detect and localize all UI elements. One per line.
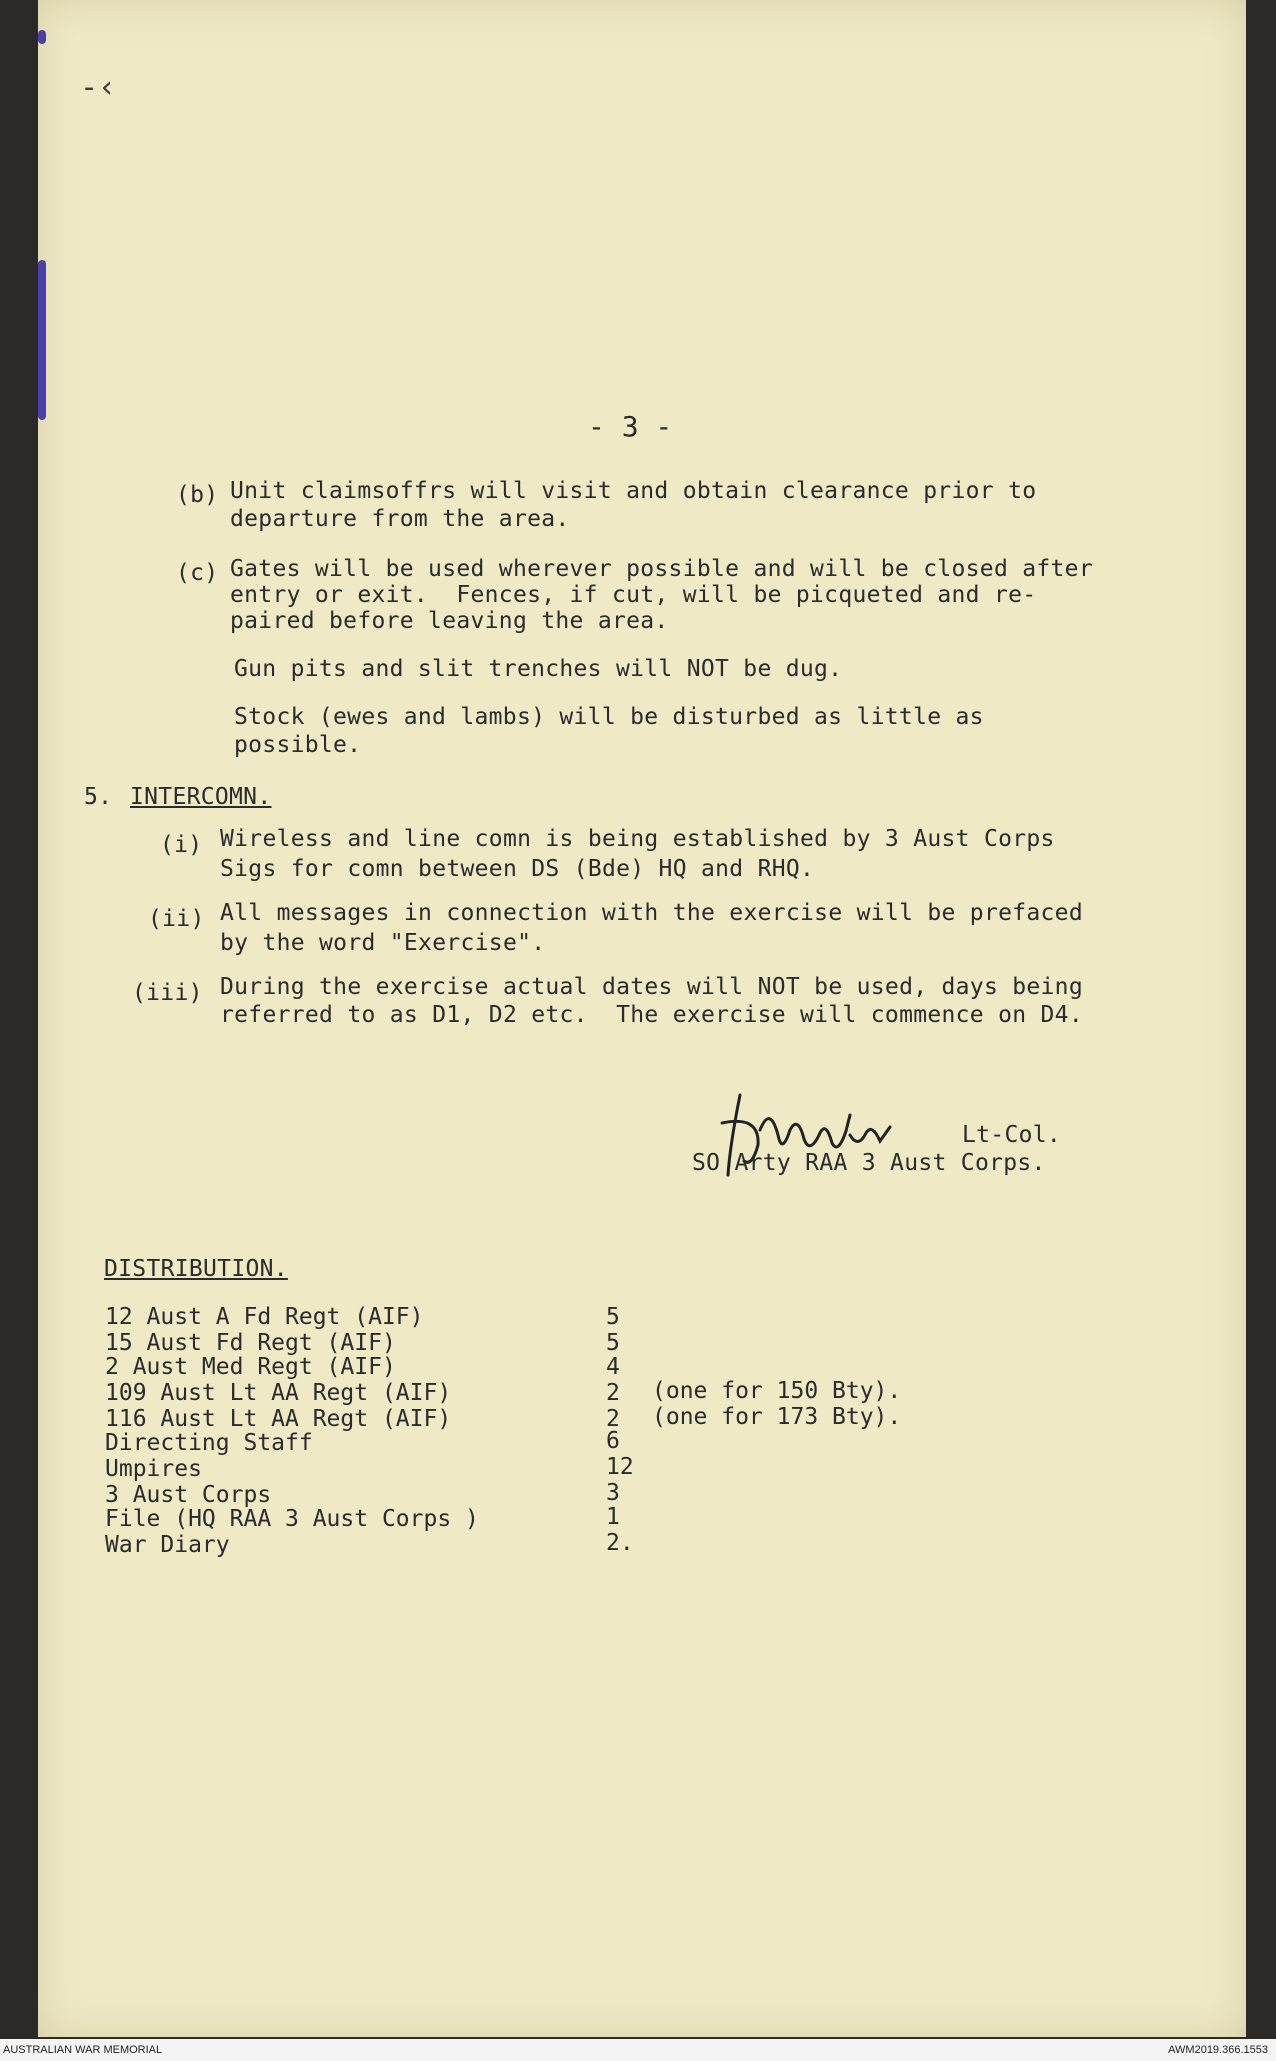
- item-text: Unit claimsoffrs will visit and obtain clearance prior to: [230, 478, 1037, 504]
- item-text: referred to as D1, D2 etc. The exercise will commence on D4.: [220, 1002, 1083, 1028]
- ink-stamp-edge: [38, 260, 46, 420]
- item-text: Stock (ewes and lambs) will be disturbed as little as: [234, 704, 984, 730]
- item-text: During the exercise actual dates will NOT be used, days being: [220, 974, 1083, 1000]
- distribution-copies: 5: [606, 1304, 620, 1330]
- section-number: 5.: [84, 784, 113, 810]
- item-label: (ii): [148, 906, 205, 932]
- distribution-unit: File (HQ RAA 3 Aust Corps ): [105, 1506, 479, 1532]
- distribution-copies: 1: [606, 1504, 620, 1530]
- item-text: paired before leaving the area.: [230, 608, 669, 634]
- footer-accession-number: AWM2019.366.1553: [1168, 2044, 1268, 2056]
- distribution-note: (one for 150 Bty).: [652, 1378, 902, 1404]
- item-text: by the word "Exercise".: [220, 930, 546, 956]
- distribution-copies: 3: [606, 1480, 620, 1506]
- distribution-copies: 4: [606, 1354, 620, 1380]
- distribution-copies: 12: [606, 1454, 634, 1480]
- item-text: departure from the area.: [230, 506, 570, 532]
- footer-institution: AUSTRALIAN WAR MEMORIAL: [3, 2044, 163, 2056]
- signature-rank: Lt-Col.: [962, 1122, 1062, 1148]
- item-text: All messages in connection with the exercise will be prefaced: [220, 900, 1083, 926]
- distribution-unit: 2 Aust Med Regt (AIF): [105, 1354, 396, 1380]
- distribution-copies: 5: [606, 1330, 620, 1356]
- distribution-unit: War Diary: [105, 1532, 230, 1558]
- item-label: (b): [176, 482, 219, 508]
- distribution-unit: 116 Aust Lt AA Regt (AIF): [105, 1406, 452, 1432]
- item-text: Sigs for comn between DS (Bde) HQ and RHQ.: [220, 856, 815, 882]
- distribution-unit: 15 Aust Fd Regt (AIF): [105, 1330, 396, 1356]
- item-text: Gates will be used wherever possible and will be closed after: [230, 556, 1093, 582]
- distribution-heading: DISTRIBUTION.: [104, 1256, 288, 1282]
- ink-stamp-edge: [38, 30, 46, 44]
- item-label: (iii): [132, 980, 203, 1006]
- item-text: possible.: [234, 732, 362, 758]
- distribution-unit: 12 Aust A Fd Regt (AIF): [105, 1304, 424, 1330]
- distribution-unit: Directing Staff: [105, 1430, 313, 1456]
- distribution-unit: 109 Aust Lt AA Regt (AIF): [105, 1380, 452, 1406]
- item-label: (c): [176, 560, 219, 586]
- item-text: Gun pits and slit trenches will NOT be dug.: [234, 656, 843, 682]
- distribution-copies: 2.: [606, 1530, 634, 1556]
- distribution-copies: 2: [606, 1406, 620, 1432]
- distribution-copies: 6: [606, 1428, 620, 1454]
- archive-footer: [0, 2039, 1276, 2061]
- distribution-copies: 2: [606, 1380, 620, 1406]
- signature-appointment: SO Arty RAA 3 Aust Corps.: [692, 1150, 1046, 1176]
- distribution-note: (one for 173 Bty).: [652, 1404, 902, 1430]
- item-text: entry or exit. Fences, if cut, will be picqueted and re-: [230, 582, 1037, 608]
- top-corner-mark: -‹: [80, 70, 117, 105]
- distribution-unit: Umpires: [105, 1456, 202, 1482]
- page-number: - 3 -: [588, 410, 673, 443]
- item-label: (i): [160, 832, 203, 858]
- item-text: Wireless and line comn is being established by 3 Aust Corps: [220, 826, 1055, 852]
- distribution-unit: 3 Aust Corps: [105, 1482, 272, 1508]
- section-heading: INTERCOMN.: [130, 784, 272, 810]
